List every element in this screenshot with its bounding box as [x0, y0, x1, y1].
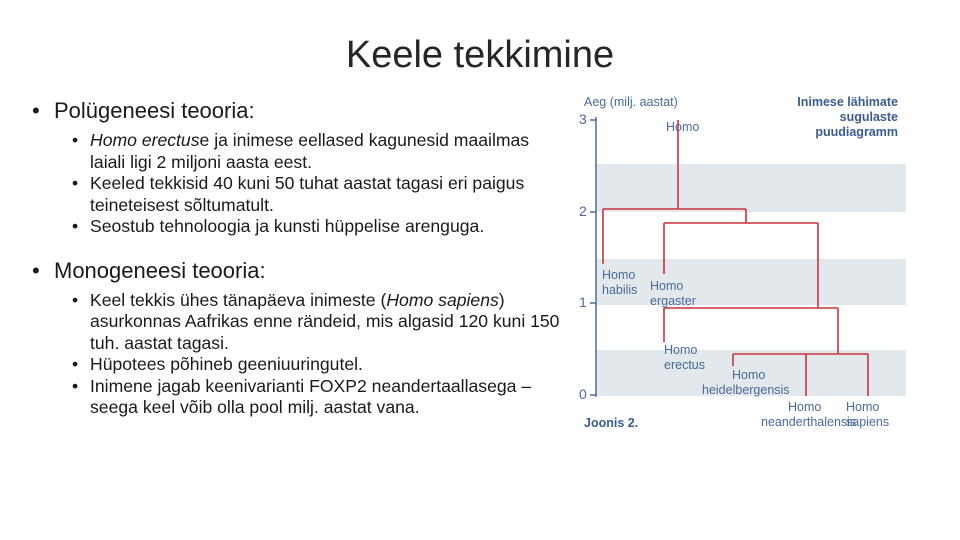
- taxon-label-line: Homo: [846, 400, 880, 414]
- taxon-label-line: sapiens: [846, 415, 890, 429]
- taxon-label-habilis: [602, 268, 637, 298]
- phylogenetic-tree-figure: [578, 92, 908, 437]
- taxon-label-line: Homo: [664, 343, 698, 357]
- bullet-item: • Inimene jagab keenivarianti FOXP2 neandertaallasega – seega keel võib olla pool milj. aastat vana.: [60, 376, 560, 419]
- slide-title: Keele tekkimine: [345, 34, 615, 76]
- taxon-label-line: ergaster: [650, 294, 696, 308]
- bullet-italic: Homo erectus: [90, 130, 200, 150]
- taxon-label-neanderthalensis: [761, 400, 856, 430]
- taxon-label-line: habilis: [602, 283, 638, 297]
- bullet-item: • Keeled tekkisid 40 kuni 50 tuhat aastat tagasi eri paigus teineteisest sõltumatult.: [60, 173, 560, 216]
- diagram-title-line: puudiagramm: [815, 125, 898, 139]
- band: [596, 259, 906, 305]
- taxon-label-heidelbergensis: [702, 368, 790, 398]
- section-heading-polygenesis: • Polügeneesi teooria:: [30, 98, 550, 124]
- tick-label: 1: [579, 294, 587, 310]
- bullet-item: • Seostub tehnoloogia ja kunsti hüppelise arenguga.: [60, 216, 560, 238]
- taxon-label-erectus: [664, 343, 705, 373]
- bullet-text-post: ) asurkonnas Aafrikas enne rändeid, mis algasid 120 kuni 150 tuh. aastat tagasi.: [90, 289, 560, 353]
- bullet-item: • Hüpotees põhineb geeniuuringutel.: [60, 354, 560, 376]
- bullet-text: e ja inimese eellased kagunesid maailmas laiali ligi 2 miljoni aasta eest.: [90, 130, 530, 172]
- monogenesis-bullets: [30, 289, 560, 419]
- bullet-item: [60, 130, 560, 173]
- figure-caption: Joonis 2.: [584, 416, 639, 430]
- taxon-label-line: Homo: [732, 368, 766, 382]
- taxon-label-homo: Homo: [666, 120, 700, 134]
- taxon-label-line: Homo: [788, 400, 822, 414]
- polygenesis-bullets: [30, 130, 550, 238]
- diagram-title-line: Inimese lähimate: [797, 95, 898, 109]
- taxon-label-sapiens: [846, 400, 889, 430]
- diagram-title-line: sugulaste: [839, 110, 898, 124]
- taxon-label-ergaster: [650, 279, 696, 309]
- bullet-text-pre: Keel tekkis ühes tänapäeva inimeste (: [90, 289, 387, 310]
- tick-label: 0: [579, 386, 587, 402]
- taxon-label-line: neanderthalensis: [761, 415, 857, 429]
- taxon-label-line: heidelbergensis: [702, 383, 790, 397]
- axis-title: Aeg (milj. aastat): [584, 95, 678, 109]
- section-heading-monogenesis: • Monogeneesi teooria:: [30, 258, 550, 284]
- taxon-label-line: erectus: [664, 358, 705, 372]
- band: [596, 164, 906, 212]
- tick-label: 3: [579, 111, 587, 127]
- slide-content: [30, 98, 560, 429]
- tick-label: 2: [579, 203, 587, 219]
- bullet-item: [60, 290, 560, 355]
- taxon-label-line: Homo: [650, 279, 684, 293]
- bullet-italic: Homo sapiens: [386, 289, 499, 310]
- diagram-title: [768, 95, 898, 140]
- taxon-label-line: Homo: [602, 268, 636, 282]
